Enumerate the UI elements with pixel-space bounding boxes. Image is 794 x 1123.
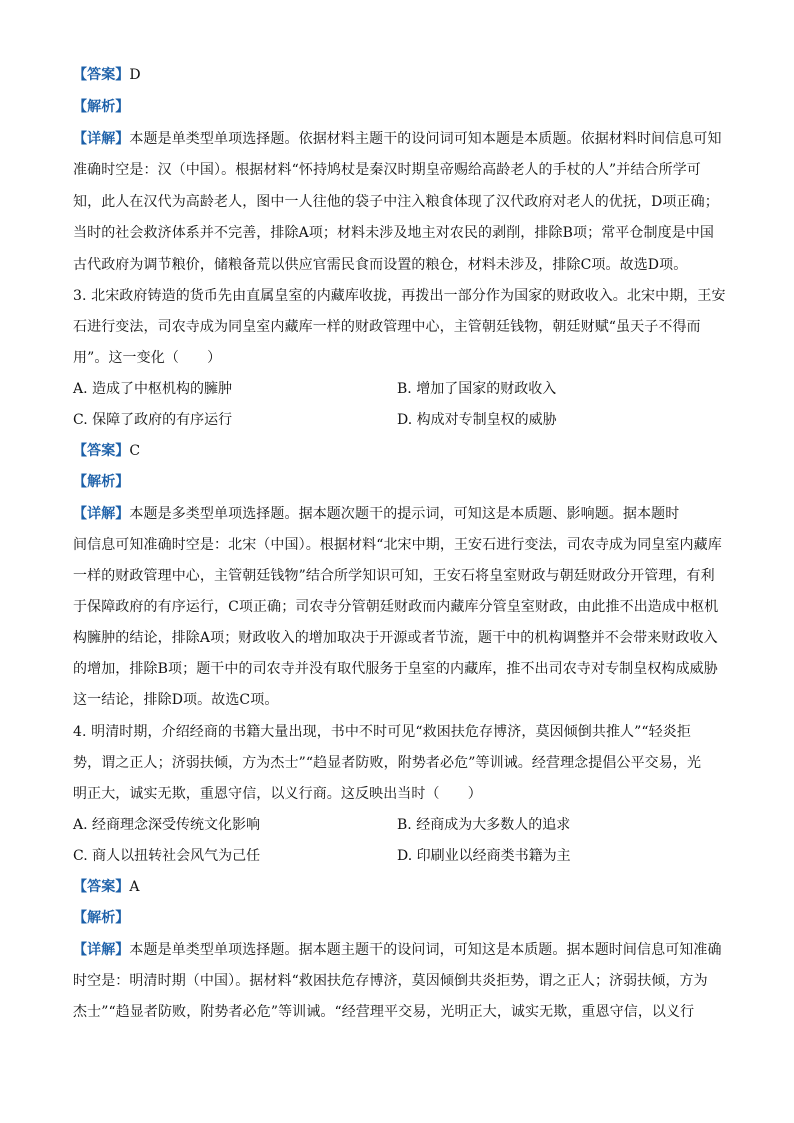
detail-line: 古代政府为调节粮价，储粮备荒以供应官需民食而设置的粮仓，材料未涉及，排除C项。故选D项。 — [73, 257, 688, 273]
question-stem-line: 用”。这一变化（ ） — [73, 350, 222, 366]
detail-line: 间信息可知准确时空是：北宋（中国）。根据材料“北宋中期，王安石进行变法，司农寺成为同皇室内藏库 — [73, 537, 722, 553]
option-b: B. 增加了国家的财政收入 — [397, 381, 557, 397]
analysis-heading — [73, 472, 733, 492]
analysis-heading — [73, 908, 733, 928]
detail-tag: 【详解】 — [73, 506, 130, 522]
question-stem-line: 石进行变法，司农寺成为同皇室内藏库一样的财政管理中心，主管朝廷钱物，朝廷财赋“虽天子不得而 — [73, 319, 701, 335]
answer-tag: 【答案】 — [73, 443, 130, 459]
detail-line — [73, 504, 733, 524]
option-a: A. 经商理念深受传统文化影响 — [73, 817, 261, 833]
analysis-tag: 【解析】 — [73, 99, 130, 115]
answer-value: A — [129, 879, 140, 895]
detail-line: 一样的财政管理中心，主管朝廷钱物”结合所学知识可知，王安石将皇室财政与朝廷财政分开管理，有利 — [73, 568, 715, 584]
detail-tag: 【详解】 — [73, 942, 130, 958]
analysis-heading — [73, 97, 733, 117]
question-stem-line: 3. 北宋政府铸造的货币先由直属皇室的内藏库收拢，再拨出一部分作为国家的财政收入。北宋中期，王安 — [73, 288, 726, 304]
answer-tag: 【答案】 — [73, 67, 130, 83]
question-stem-line: 势，谓之正人；济弱扶倾，方为杰士”“趋显者防败，附势者必危”等训诫。经营理念提倡公平交易，光 — [73, 755, 702, 771]
detail-text: 本题是多类型单项选择题。据本题次题干的提示词，可知这是本质题、影响题。据本题时 — [129, 506, 680, 522]
answer-value: D — [129, 67, 141, 83]
option-c: C. 商人以扭转社会风气为己任 — [73, 848, 261, 864]
option-d: D. 印刷业以经商类书籍为主 — [397, 848, 571, 864]
detail-text: 本题是单类型单项选择题。依据材料主题干的设问词可知本题是本质题。依据材料时间信息可知 — [129, 131, 722, 147]
answer-value: C — [129, 443, 141, 459]
detail-text: 本题是单类型单项选择题。据本题主题干的设问词，可知这是本质题。据本题时间信息可知准确 — [129, 942, 722, 958]
detail-line: 这一结论，排除D项。故选C项。 — [73, 692, 279, 708]
answer-line — [73, 441, 733, 461]
detail-line — [73, 940, 733, 960]
answer-tag: 【答案】 — [73, 879, 130, 895]
answer-line — [73, 877, 733, 897]
question-stem-line: 明正大，诚实无欺，重恩守信，以义行商。这反映出当时（ ） — [73, 786, 482, 802]
option-d: D. 构成对专制皇权的威胁 — [397, 412, 557, 428]
option-a: A. 造成了中枢机构的臃肿 — [73, 381, 233, 397]
option-c: C. 保障了政府的有序运行 — [73, 412, 233, 428]
detail-tag: 【详解】 — [73, 131, 130, 147]
detail-line: 于保障政府的有序运行，C项正确；司农寺分管朝廷财政而内藏库分管皇室财政，由此推不出造成中枢机 — [73, 599, 719, 615]
detail-line: 构臃肿的结论，排除A项；财政收入的增加取决于开源或者节流，题干中的机构调整并不会带来财政收入 — [73, 630, 718, 646]
detail-line: 知，此人在汉代为高龄老人，图中一人往他的袋子中注入粮食体现了汉代政府对老人的优抚，D项正确； — [73, 194, 719, 210]
analysis-tag: 【解析】 — [73, 474, 130, 490]
detail-line: 杰士”“趋显者防败，附势者必危”等训诫。“经营理平交易，光明正大，诚实无欺，重恩守信，以义行 — [73, 1004, 695, 1020]
question-stem-line: 4. 明清时期，介绍经商的书籍大量出现，书中不时可见“救困扶危存博济，莫因倾倒共推人”“轻炎拒 — [73, 724, 691, 740]
analysis-tag: 【解析】 — [73, 910, 130, 926]
detail-line: 时空是：明清时期（中国）。据材料“救困扶危存博济，莫因倾倒共炎拒势，谓之正人；济弱扶倾，方为 — [73, 973, 708, 989]
detail-line: 当时的社会救济体系并不完善，排除A项；材料未涉及地主对农民的剥削，排除B项；常平仓制度是中国 — [73, 225, 714, 241]
option-b: B. 经商成为大多数人的追求 — [397, 817, 571, 833]
answer-line — [73, 65, 733, 85]
detail-line — [73, 129, 733, 149]
detail-line: 的增加，排除B项；题干中的司农寺并没有取代服务于皇室的内藏库，推不出司农寺对专制皇权构成威胁 — [73, 661, 718, 677]
detail-line: 准确时空是：汉（中国）。根据材料“怀持鸠杖是秦汉时期皇帝赐给高龄老人的手杖的人”并结合所学可 — [73, 162, 701, 178]
